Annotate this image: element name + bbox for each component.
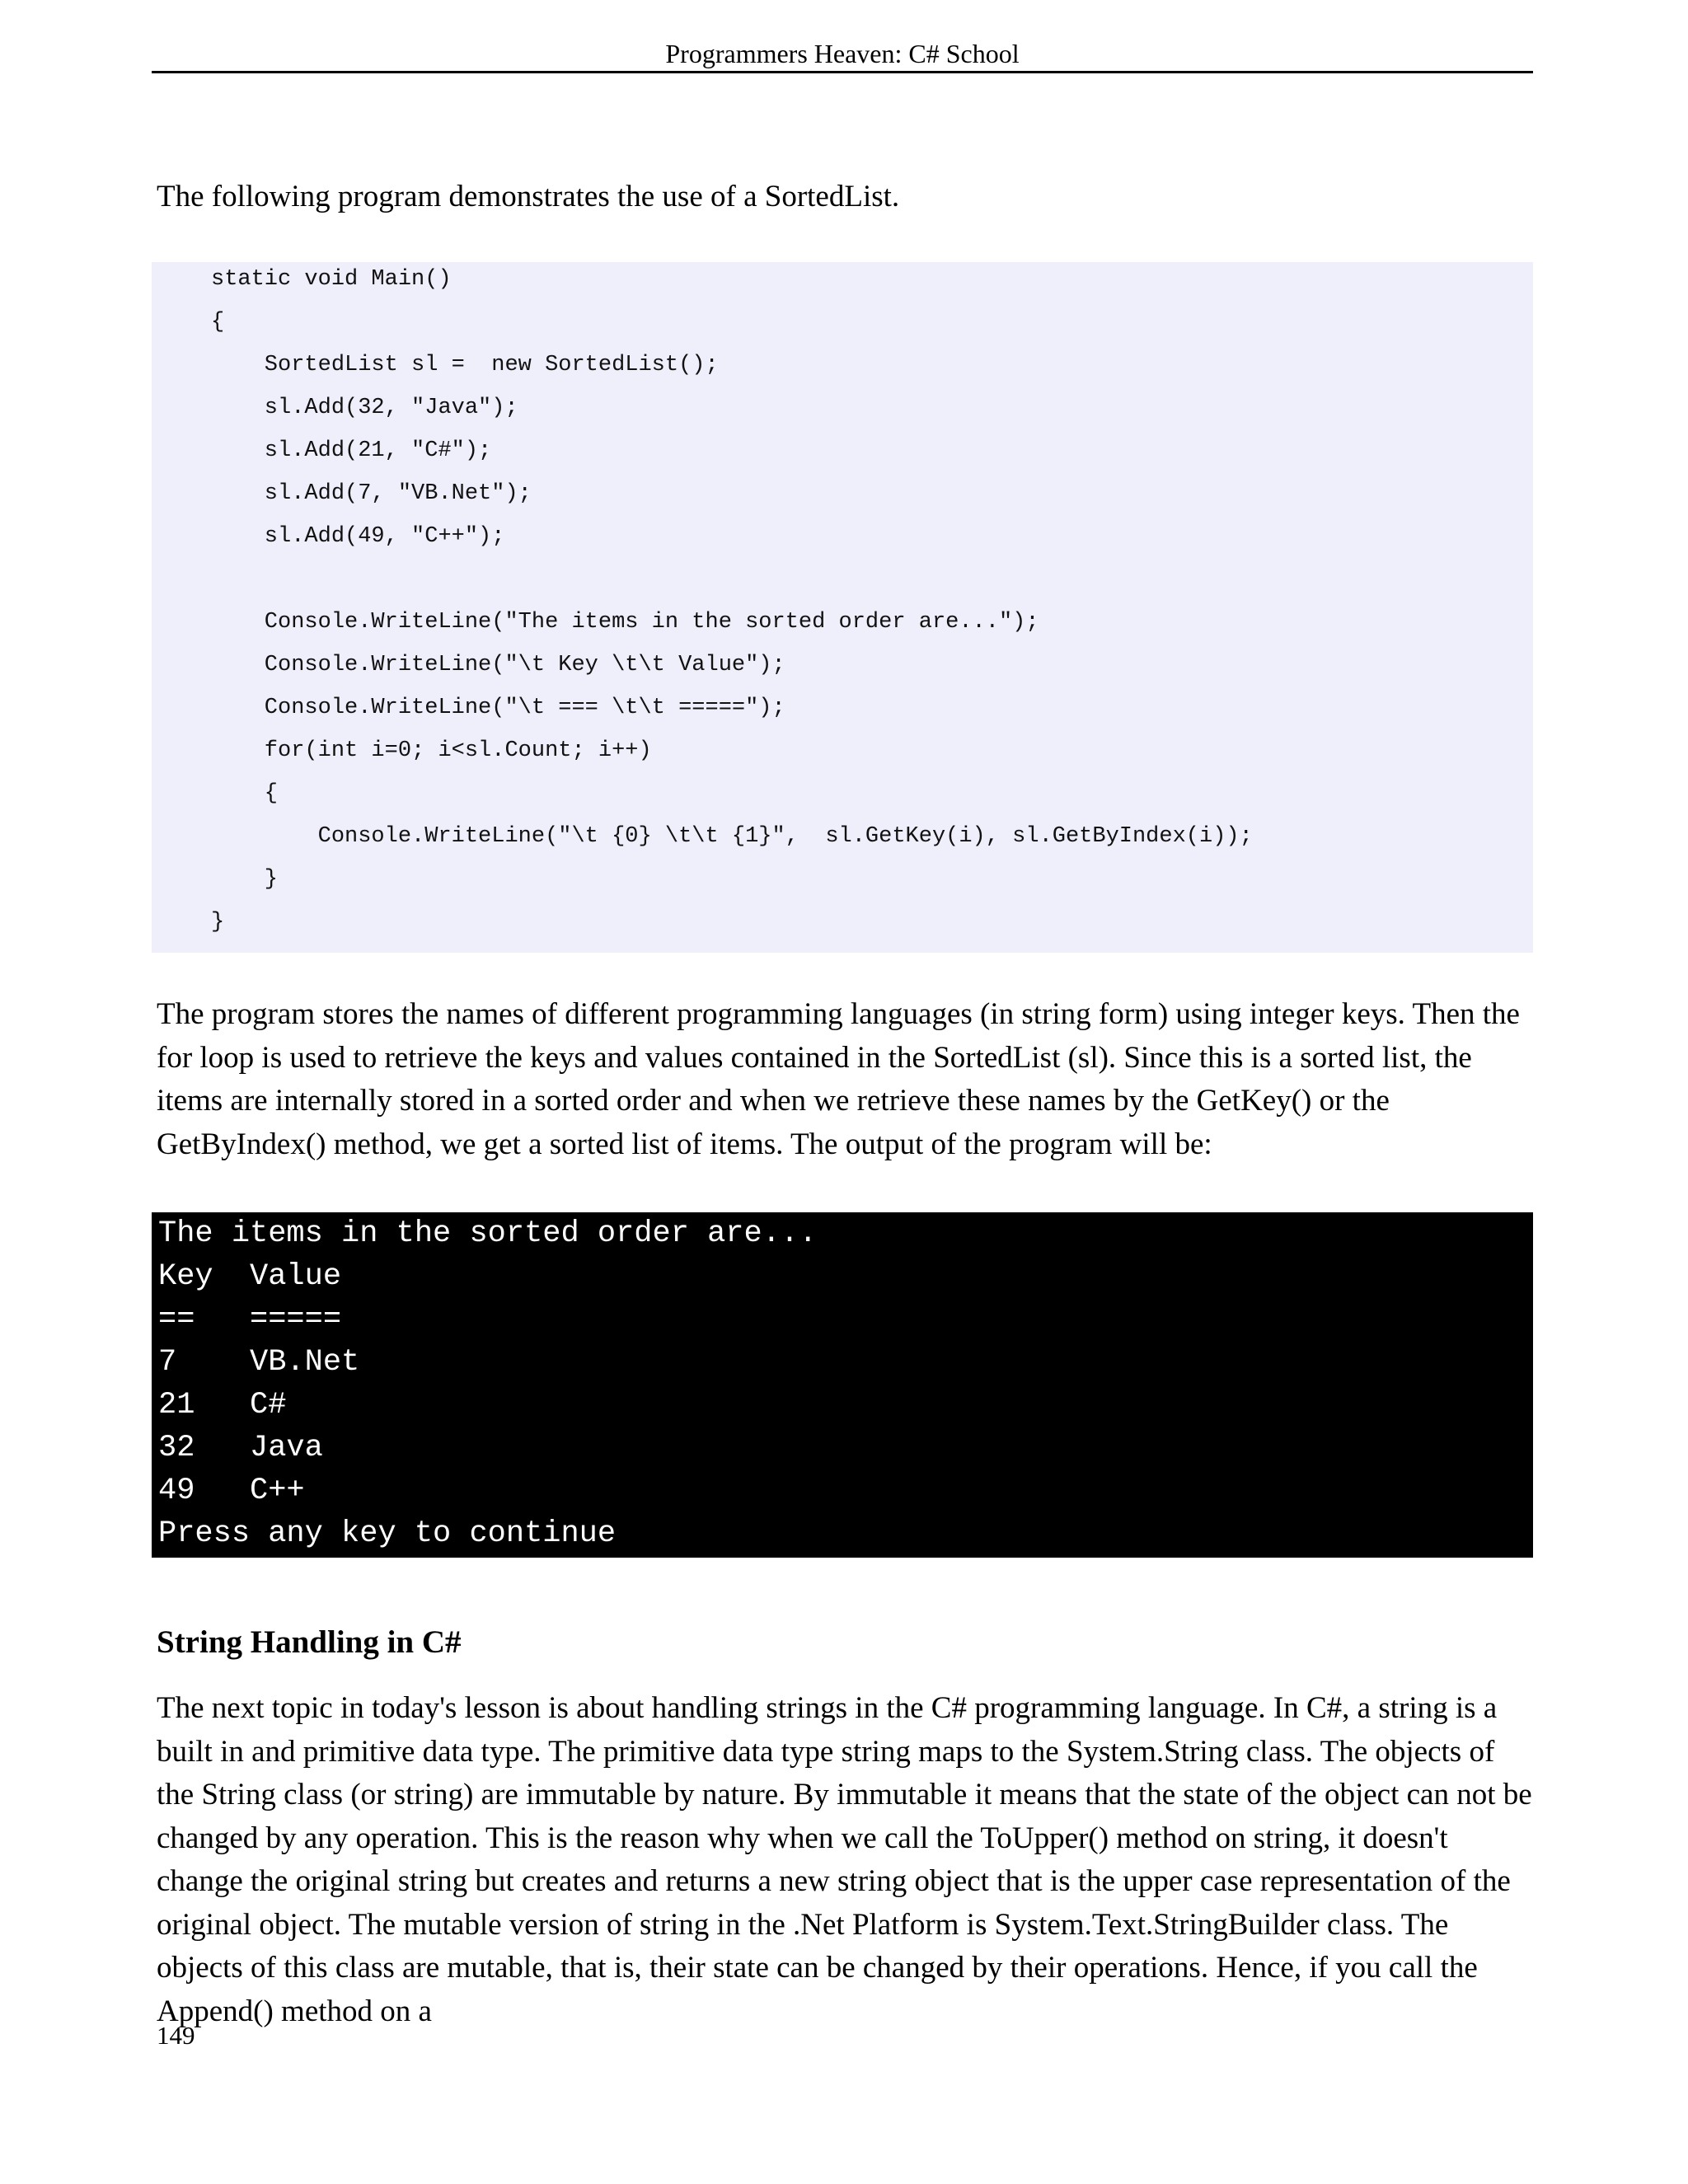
console-output	[152, 1212, 1533, 1558]
code-line: }	[211, 910, 225, 935]
page-header: Programmers Heaven: C# School	[152, 36, 1533, 73]
console-line: Press any key to continue	[158, 1516, 617, 1551]
console-line: Key Value	[158, 1259, 342, 1294]
console-line: 32 Java	[158, 1431, 323, 1465]
code-line: SortedList sl = new SortedList();	[211, 353, 719, 377]
code-line: static void Main()	[211, 267, 452, 292]
code-line: sl.Add(7, "VB.Net");	[211, 481, 532, 506]
page-number: 149	[157, 2021, 195, 2050]
code-line: {	[211, 310, 225, 335]
code-line: sl.Add(21, "C#");	[211, 438, 492, 463]
code-line: Console.WriteLine("\t === \t\t =====");	[211, 696, 785, 720]
code-line: sl.Add(49, "C++");	[211, 524, 505, 549]
section-body-paragraph: The next topic in today's lesson is about handling strings in the C# programming language. In C#, a string is a built in and primitive data type. The primitive data type string maps to the System.String class. The objects of the String class (or string) are immutable by nature. By immutable it means that the state of the object can not be changed by any operation. This is the reason why when we call the ToUpper() method on string, it doesn't change the original string but creates and returns a new string object that is the upper case representation of the original object. The mutable version of string in the .Net Platform is System.Text.StringBuilder class. The objects of this class are mutable, that is, their state can be changed by their operations. Hence, if you call the Append() method on a	[157, 1691, 1532, 2028]
console-line: The items in the sorted order are...	[158, 1216, 818, 1251]
explanation-paragraph: The program stores the names of different programming languages (in string form) using integer keys. Then the for loop is used to retrieve the keys and values contained in the SortedList (sl). Since this is a sorted list, the items are internally stored in a sorted order and when we retrieve these names by the GetKey() or the GetByIndex() method, we get a sorted list of items. The output of the program will be:	[157, 997, 1520, 1161]
section-heading: String Handling in C#	[157, 1624, 462, 1660]
code-line: Console.WriteLine("\t Key \t\t Value");	[211, 653, 785, 677]
code-block	[152, 262, 1533, 953]
code-line: {	[211, 781, 279, 806]
code-line: for(int i=0; i<sl.Count; i++)	[211, 738, 652, 763]
code-line: Console.WriteLine("The items in the sorted order are...");	[211, 610, 1039, 635]
console-line: 7 VB.Net	[158, 1345, 360, 1380]
intro-paragraph: The following program demonstrates the use of a SortedList.	[157, 180, 900, 213]
code-line: sl.Add(32, "Java");	[211, 396, 518, 420]
console-line: 21 C#	[158, 1388, 287, 1422]
console-line: 49 C++	[158, 1474, 305, 1508]
code-line: Console.WriteLine("\t {0} \t\t {1}", sl.GetKey(i), sl.GetByIndex(i));	[211, 824, 1253, 849]
code-line: }	[211, 867, 279, 892]
console-line: == =====	[158, 1302, 342, 1337]
